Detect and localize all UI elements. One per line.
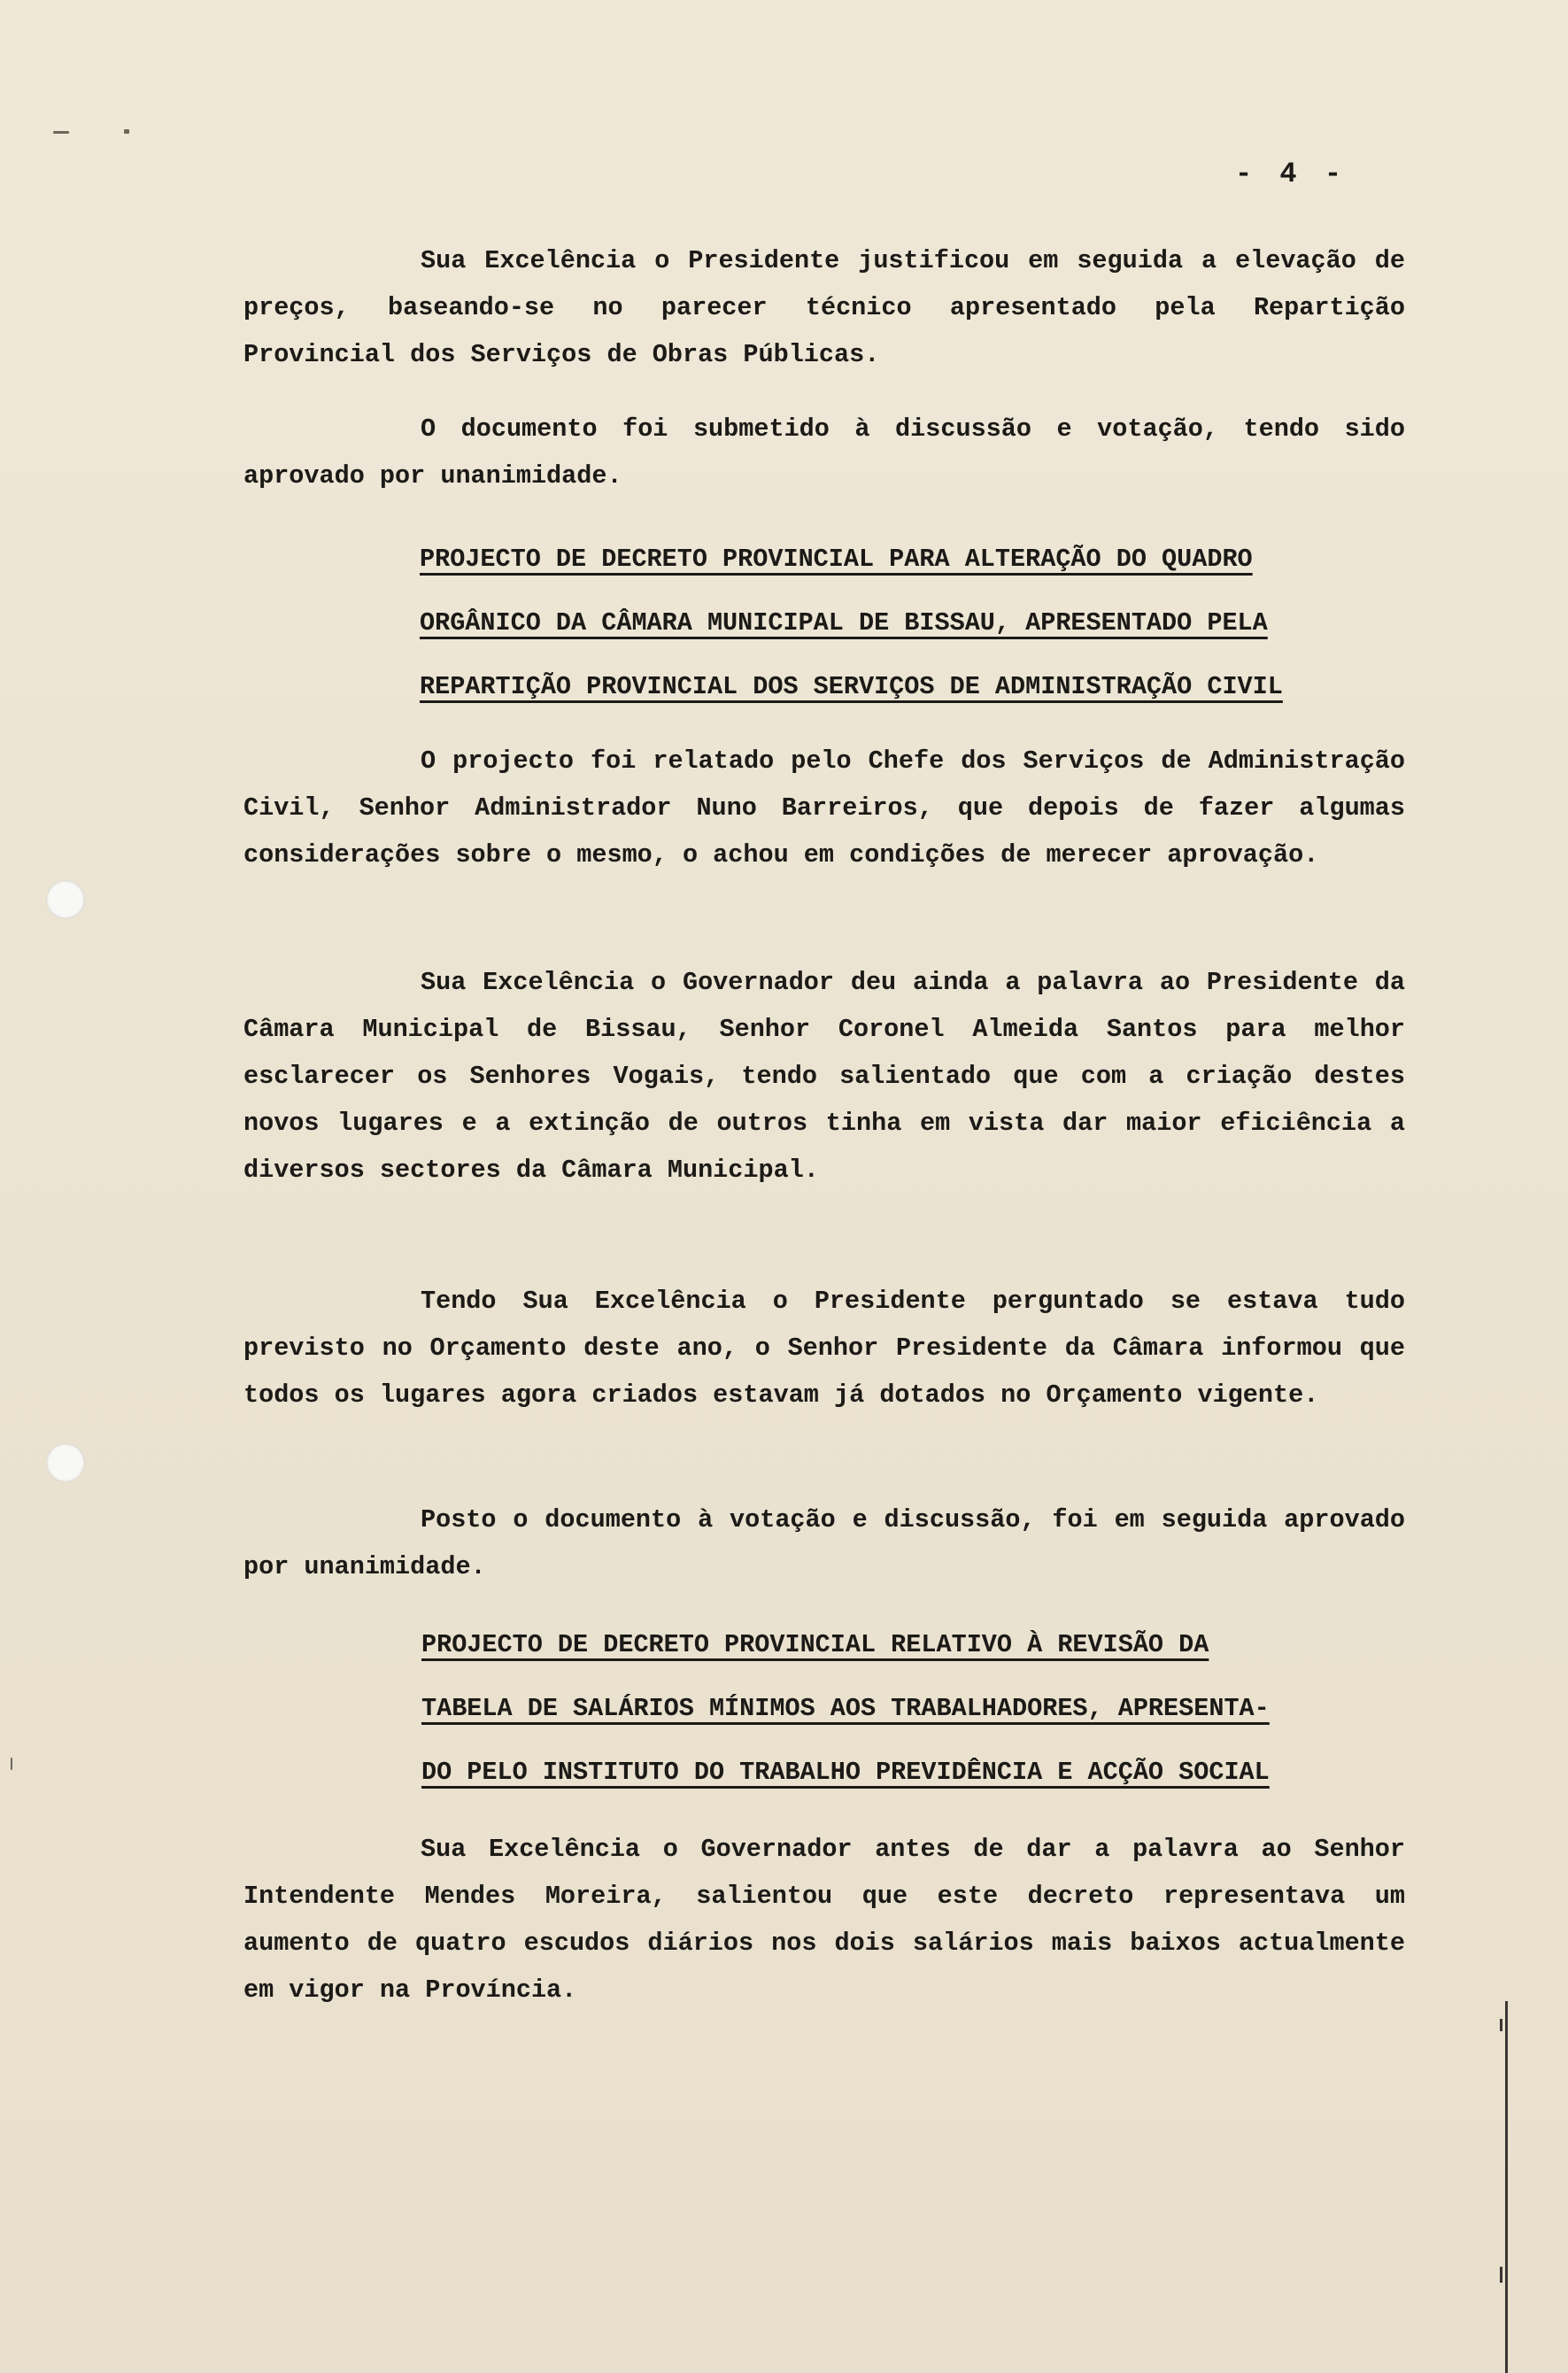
paragraph-text: Tendo Sua Excelência o Presidente perguntado se estava tudo previsto no Orçamento deste ano, o Senhor Presidente da Câmara informou que todos os lugares agora criados estavam já dotados no Orçamento vigente. <box>243 1287 1405 1410</box>
section-heading-quadro-organico <box>420 528 1429 719</box>
page-number: - 4 - <box>1235 158 1348 190</box>
paragraph-orcamento <box>243 1278 1405 1418</box>
page-edge-mark <box>1500 2019 1502 2031</box>
paragraph-report <box>243 738 1405 878</box>
scan-speck <box>11 1758 12 1770</box>
heading-line: REPARTIÇÃO PROVINCIAL DOS SERVIÇOS DE ADMINISTRAÇÃO CIVIL <box>420 672 1283 701</box>
paragraph-text: Sua Excelência o Presidente justificou em seguida a elevação de preços, baseando-se no parecer técnico apresentado pela Repartição Provincial dos Serviços de Obras Públicas. <box>243 246 1405 369</box>
paragraph-text: Sua Excelência o Governador antes de dar a palavra ao Senhor Intendente Mendes Moreira, salientou que este decreto representava um aumento de quatro escudos diários nos dois salários mais baixos actualmente em vigor na Província. <box>243 1835 1405 2005</box>
page-edge-line <box>1505 2001 1508 2373</box>
paragraph-text: O projecto foi relatado pelo Chefe dos Serviços de Administração Civil, Senhor Administrador Nuno Barreiros, que depois de fazer algumas considerações sobre o mesmo, o achou em condições de merecer aprovação. <box>243 746 1405 870</box>
paragraph-camara-president <box>243 959 1405 1194</box>
paragraph-governor-salaries <box>243 1826 1405 2014</box>
paragraph-price-justification <box>243 237 1405 378</box>
heading-line: DO PELO INSTITUTO DO TRABALHO PREVIDÊNCIA E ACÇÃO SOCIAL <box>421 1758 1270 1787</box>
scan-speck <box>124 129 129 134</box>
heading-line: PROJECTO DE DECRETO PROVINCIAL PARA ALTERAÇÃO DO QUADRO <box>420 545 1253 574</box>
paragraph-text: Posto o documento à votação e discussão, foi em seguida aprovado por unanimidade. <box>243 1505 1405 1581</box>
punch-hole-upper <box>46 880 85 919</box>
paragraph-vote <box>243 1496 1405 1590</box>
heading-line: PROJECTO DE DECRETO PROVINCIAL RELATIVO À REVISÃO DA <box>421 1630 1209 1659</box>
scan-speck <box>53 131 69 134</box>
heading-line: TABELA DE SALÁRIOS MÍNIMOS AOS TRABALHADORES, APRESENTA- <box>421 1694 1270 1723</box>
heading-line: ORGÂNICO DA CÂMARA MUNICIPAL DE BISSAU, APRESENTADO PELA <box>420 608 1268 638</box>
page-edge-mark <box>1500 2267 1502 2283</box>
paragraph-approval <box>243 406 1405 499</box>
section-heading-salarios-minimos <box>421 1613 1431 1805</box>
paragraph-text: Sua Excelência o Governador deu ainda a palavra ao Presidente da Câmara Municipal de Bissau, Senhor Coronel Almeida Santos para melhor esclarecer os Senhores Vogais, tendo salientado que com a criação destes novos lugares e a extinção de outros tinha em vista dar maior eficiência a diversos sectores da Câmara Municipal. <box>243 968 1405 1185</box>
punch-hole-lower <box>46 1443 85 1482</box>
paragraph-text: O documento foi submetido à discussão e votação, tendo sido aprovado por unanimidade. <box>243 414 1405 491</box>
